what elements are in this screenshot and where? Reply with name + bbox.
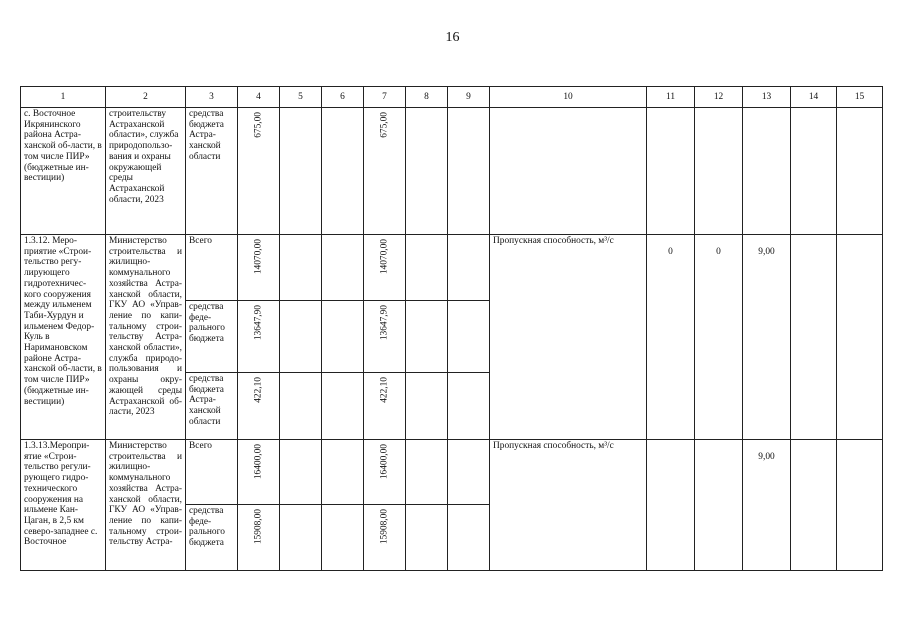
indicator-value: 9,00 — [743, 235, 791, 440]
empty-cell — [647, 440, 695, 571]
empty-cell — [322, 440, 364, 505]
empty-cell — [280, 301, 322, 373]
amount-cell — [238, 301, 280, 373]
amount-cell — [238, 440, 280, 505]
empty-cell — [322, 235, 364, 301]
column-header: 5 — [280, 87, 322, 108]
amount-cell — [364, 373, 406, 440]
empty-cell — [322, 505, 364, 571]
column-header: 3 — [186, 87, 238, 108]
header-row — [21, 87, 883, 108]
indicator-value: 9,00 — [743, 440, 791, 571]
program-table — [20, 86, 883, 571]
executor-cell: Министерство строительства и жилищно-коммунального хозяйства Астра-ханской области, ГКУ АО «Управ-ление по капи-тальному строи-тельству Астра-ханской области», служба природо-пользования и охраны окру-жающей среды Астраханской об-ласти, 2023 — [106, 235, 186, 440]
amount-cell — [364, 301, 406, 373]
empty-cell — [280, 235, 322, 301]
column-header: 15 — [837, 87, 883, 108]
funding-source-cell: средства феде-рального бюджета — [186, 505, 238, 571]
funding-source-cell: средства бюджета Астра-ханской области — [186, 108, 238, 235]
amount-cell — [364, 440, 406, 505]
amount-value: 422,10 — [253, 377, 264, 403]
empty-cell — [695, 440, 743, 571]
empty-cell — [448, 373, 490, 440]
funding-source-cell: средства феде-рального бюджета — [186, 301, 238, 373]
empty-cell — [490, 108, 647, 235]
empty-cell — [406, 301, 448, 373]
amount-value: 14070,00 — [379, 239, 390, 275]
column-header: 9 — [448, 87, 490, 108]
empty-cell — [322, 301, 364, 373]
empty-cell — [280, 440, 322, 505]
amount-value: 16400,00 — [379, 444, 390, 480]
amount-value: 675,00 — [379, 112, 390, 138]
column-header: 10 — [490, 87, 647, 108]
column-header: 12 — [695, 87, 743, 108]
empty-cell — [448, 440, 490, 505]
activity-cell: с. Восточное Икрянинского района Астра-ханской об-ласти, в том числе ПИР» (бюджетные ин-вестиции) — [21, 108, 106, 235]
empty-cell — [448, 301, 490, 373]
funding-source-cell: средства бюджета Астра-ханской области — [186, 373, 238, 440]
empty-cell — [743, 108, 791, 235]
table-row — [21, 440, 883, 505]
indicator-cell: Пропускная способность, м³/с — [490, 440, 647, 571]
empty-cell — [647, 108, 695, 235]
empty-cell — [280, 505, 322, 571]
empty-cell — [791, 440, 837, 571]
amount-value: 675,00 — [253, 112, 264, 138]
activity-cell: 1.3.12. Меро-приятие «Строи-тельство регу-лирующего гидротехничес-кого сооружения между ильменем Таби-Хурдун и ильменем Федор-Куль в Наримановском районе Астра-ханской об-ласти, в том числе ПИР» (бюджетные ин-вестиции) — [21, 235, 106, 440]
column-header: 4 — [238, 87, 280, 108]
empty-cell — [448, 108, 490, 235]
empty-cell — [448, 235, 490, 301]
page-number: 16 — [445, 30, 460, 45]
amount-value: 15908,00 — [379, 509, 390, 545]
empty-cell — [406, 108, 448, 235]
empty-cell — [791, 235, 837, 440]
column-header: 6 — [322, 87, 364, 108]
empty-cell — [406, 373, 448, 440]
activity-cell: 1.3.13.Меропри-ятие «Строи-тельство регули-рующего гидро-технического сооружения на ильмене Кан-Цаган, в 2,5 км северо-западнее с. Восточное — [21, 440, 106, 571]
column-header: 13 — [743, 87, 791, 108]
executor-cell: Министерство строительства и жилищно-коммунального хозяйства Астра-ханской области, ГКУ АО «Управ-ление по капи-тальному строи-тельству Астра- — [106, 440, 186, 571]
column-header: 7 — [364, 87, 406, 108]
empty-cell — [448, 505, 490, 571]
empty-cell — [322, 373, 364, 440]
amount-cell — [238, 108, 280, 235]
column-header: 14 — [791, 87, 837, 108]
column-header: 11 — [647, 87, 695, 108]
empty-cell — [837, 440, 883, 571]
empty-cell — [406, 235, 448, 301]
amount-cell — [238, 505, 280, 571]
column-header: 8 — [406, 87, 448, 108]
executor-cell: строительству Астраханской области», служба природопользо-вания и охраны окружающей среды Астраханской области, 2023 — [106, 108, 186, 235]
empty-cell — [322, 108, 364, 235]
amount-value: 13647,90 — [253, 305, 264, 341]
indicator-cell: Пропускная способность, м³/с — [490, 235, 647, 440]
empty-cell — [406, 440, 448, 505]
empty-cell — [791, 108, 837, 235]
empty-cell — [280, 373, 322, 440]
table-row — [21, 108, 883, 235]
amount-cell — [364, 505, 406, 571]
table-row — [21, 235, 883, 301]
amount-value: 13647,90 — [379, 305, 390, 341]
funding-source-cell: Всего — [186, 440, 238, 505]
amount-value: 15908,00 — [253, 509, 264, 545]
amount-value: 14070,00 — [253, 239, 264, 275]
amount-cell — [238, 373, 280, 440]
empty-cell — [837, 108, 883, 235]
amount-cell — [364, 235, 406, 301]
empty-cell — [837, 235, 883, 440]
column-header: 2 — [106, 87, 186, 108]
indicator-value: 0 — [647, 235, 695, 440]
indicator-value: 0 — [695, 235, 743, 440]
amount-value: 16400,00 — [253, 444, 264, 480]
column-header: 1 — [21, 87, 106, 108]
funding-source-cell: Всего — [186, 235, 238, 301]
amount-cell — [238, 235, 280, 301]
amount-value: 422,10 — [379, 377, 390, 403]
empty-cell — [280, 108, 322, 235]
amount-cell — [364, 108, 406, 235]
empty-cell — [406, 505, 448, 571]
empty-cell — [695, 108, 743, 235]
